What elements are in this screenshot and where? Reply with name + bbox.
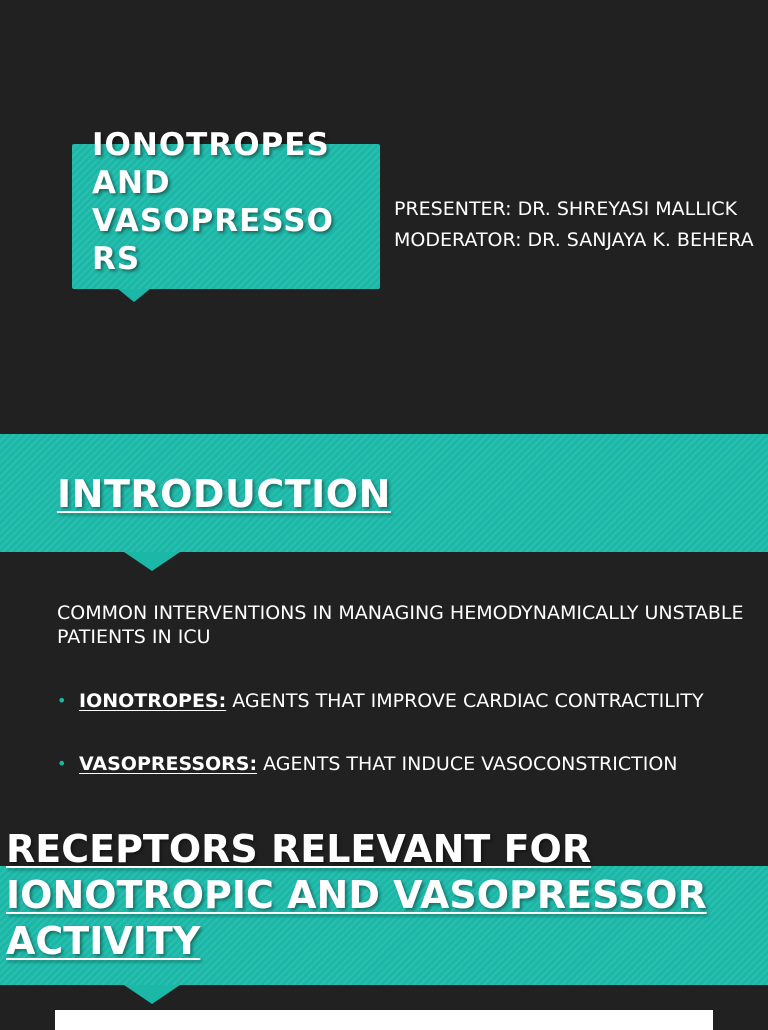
bullet-text: AGENTS THAT IMPROVE CARDIAC CONTRACTILITY [226,690,704,712]
presenter-block [394,197,754,252]
header-pointer [124,985,180,1004]
bullet-term: VASOPRESSORS: [79,753,258,775]
moderator-text: MODERATOR: DR. SANJAYA K. BEHERA [394,229,754,251]
presentation-title: IONOTROPES AND VASOPRESSO RS [92,127,334,277]
presenter-text: PRESENTER: DR. SHREYASI MALLICK [394,198,738,220]
bullet-content [79,752,678,776]
bullet-text: AGENTS THAT INDUCE VASOCONSTRICTION [257,753,678,775]
intro-paragraph: COMMON INTERVENTIONS IN MANAGING HEMODYNAMICALLY UNSTABLE PATIENTS IN ICU [57,602,744,648]
receptors-header-band [0,827,768,985]
introduction-heading: INTRODUCTION [57,472,391,516]
title-slide [0,0,768,434]
bullet-icon: • [57,754,67,773]
receptors-heading: RECEPTORS RELEVANT FOR IONOTROPIC AND VASOPRESSOR ACTIVITY [6,827,707,963]
introduction-body [57,601,747,775]
bullet-term: IONOTROPES: [79,690,227,712]
bullet-icon: • [57,691,67,710]
content-box [55,1010,713,1030]
receptors-slide [0,827,768,1024]
bullet-content [79,689,704,713]
